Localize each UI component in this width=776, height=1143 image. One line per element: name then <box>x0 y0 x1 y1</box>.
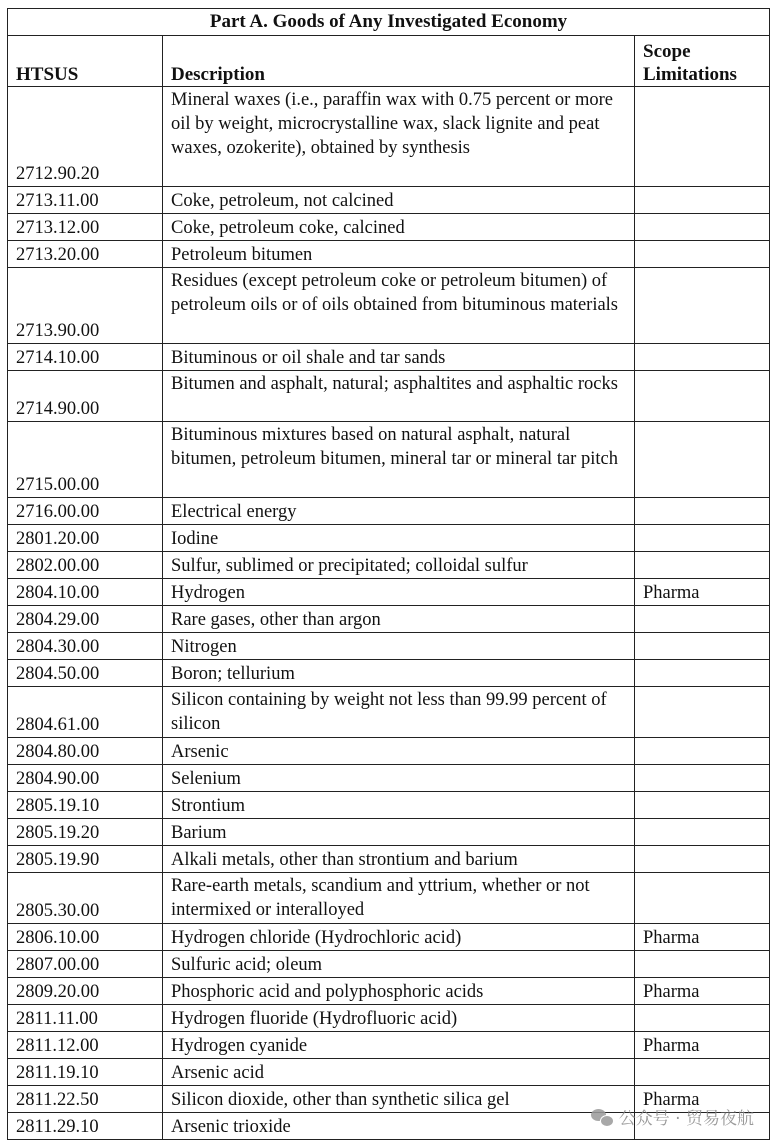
description-cell: Coke, petroleum coke, calcined <box>163 214 635 241</box>
scope-limitations-cell <box>635 422 770 498</box>
scope-limitations-cell <box>635 738 770 765</box>
scope-limitations-cell <box>635 268 770 344</box>
table-row <box>8 422 770 498</box>
scope-limitations-cell: Pharma <box>635 924 770 951</box>
htsus-code-cell: 2713.11.00 <box>8 187 163 214</box>
table-row <box>8 241 770 268</box>
table-row <box>8 268 770 344</box>
table-row <box>8 819 770 846</box>
scope-limitations-cell <box>635 792 770 819</box>
description-cell: Sulfuric acid; oleum <box>163 951 635 978</box>
description-cell: Bitumen and asphalt, natural; asphaltites and asphaltic rocks <box>163 371 635 422</box>
description-cell: Electrical energy <box>163 498 635 525</box>
description-cell: Bituminous mixtures based on natural asphalt, natural bitumen, petroleum bitumen, mineral tar or mineral tar pitch <box>163 422 635 498</box>
table-row <box>8 738 770 765</box>
scope-limitations-cell <box>635 241 770 268</box>
htsus-code-cell: 2712.90.20 <box>8 87 163 187</box>
description-cell: Hydrogen cyanide <box>163 1032 635 1059</box>
htsus-code-cell: 2804.30.00 <box>8 633 163 660</box>
table-row <box>8 1005 770 1032</box>
scope-limitations-cell <box>635 525 770 552</box>
table-row <box>8 1059 770 1086</box>
table-row <box>8 579 770 606</box>
table-row <box>8 924 770 951</box>
table-row <box>8 371 770 422</box>
description-cell: Coke, petroleum, not calcined <box>163 187 635 214</box>
description-cell: Nitrogen <box>163 633 635 660</box>
htsus-code-cell: 2714.10.00 <box>8 344 163 371</box>
htsus-code-cell: 2807.00.00 <box>8 951 163 978</box>
htsus-code-cell: 2805.19.10 <box>8 792 163 819</box>
table-row <box>8 525 770 552</box>
scope-limitations-cell <box>635 87 770 187</box>
description-cell: Barium <box>163 819 635 846</box>
htsus-code-cell: 2806.10.00 <box>8 924 163 951</box>
table-row <box>8 606 770 633</box>
htsus-code-cell: 2713.12.00 <box>8 214 163 241</box>
scope-limitations-cell <box>635 1005 770 1032</box>
table-row <box>8 1032 770 1059</box>
description-cell: Boron; tellurium <box>163 660 635 687</box>
scope-limitations-cell <box>635 687 770 738</box>
table-row <box>8 633 770 660</box>
scope-limitations-cell <box>635 633 770 660</box>
description-cell: Arsenic acid <box>163 1059 635 1086</box>
watermark <box>591 1104 754 1129</box>
htsus-code-cell: 2804.50.00 <box>8 660 163 687</box>
table-row <box>8 498 770 525</box>
description-cell: Hydrogen <box>163 579 635 606</box>
htsus-code-cell: 2809.20.00 <box>8 978 163 1005</box>
table-body <box>8 87 770 1140</box>
htsus-code-cell: 2716.00.00 <box>8 498 163 525</box>
header-scope-limitations: Scope Limitations <box>635 36 770 87</box>
table-row <box>8 214 770 241</box>
scope-limitations-cell <box>635 552 770 579</box>
table-row <box>8 187 770 214</box>
htsus-code-cell: 2811.22.50 <box>8 1086 163 1113</box>
scope-limitations-cell: Pharma <box>635 1086 770 1113</box>
scope-limitations-cell <box>635 846 770 873</box>
htsus-code-cell: 2713.90.00 <box>8 268 163 344</box>
scope-limitations-cell <box>635 371 770 422</box>
description-cell: Silicon dioxide, other than synthetic silica gel <box>163 1086 635 1113</box>
description-cell: Rare gases, other than argon <box>163 606 635 633</box>
htsus-code-cell: 2714.90.00 <box>8 371 163 422</box>
watermark-text: 公众号 · 贸易夜航 <box>618 1109 754 1129</box>
htsus-code-cell: 2804.10.00 <box>8 579 163 606</box>
table-row <box>8 951 770 978</box>
scope-limitations-cell <box>635 660 770 687</box>
scope-limitations-cell <box>635 873 770 924</box>
scope-limitations-cell <box>635 951 770 978</box>
table-row <box>8 660 770 687</box>
description-cell: Strontium <box>163 792 635 819</box>
htsus-code-cell: 2811.19.10 <box>8 1059 163 1086</box>
header-description: Description <box>163 36 635 87</box>
description-cell: Hydrogen chloride (Hydrochloric acid) <box>163 924 635 951</box>
htsus-code-cell: 2811.12.00 <box>8 1032 163 1059</box>
description-cell: Bituminous or oil shale and tar sands <box>163 344 635 371</box>
description-cell: Phosphoric acid and polyphosphoric acids <box>163 978 635 1005</box>
scope-limitations-cell <box>635 819 770 846</box>
description-cell: Residues (except petroleum coke or petroleum bitumen) of petroleum oils or of oils obtained from bituminous materials <box>163 268 635 344</box>
htsus-code-cell: 2715.00.00 <box>8 422 163 498</box>
scope-limitations-cell <box>635 498 770 525</box>
table-title: Part A. Goods of Any Investigated Economy <box>8 9 770 36</box>
table-row <box>8 873 770 924</box>
table-row <box>8 552 770 579</box>
htsus-code-cell: 2802.00.00 <box>8 552 163 579</box>
scope-limitations-cell: Pharma <box>635 579 770 606</box>
table-row <box>8 687 770 738</box>
description-cell: Sulfur, sublimed or precipitated; colloidal sulfur <box>163 552 635 579</box>
htsus-code-cell: 2805.19.90 <box>8 846 163 873</box>
htsus-table <box>7 8 770 1140</box>
description-cell: Iodine <box>163 525 635 552</box>
description-cell: Silicon containing by weight not less than 99.99 percent of silicon <box>163 687 635 738</box>
scope-limitations-cell <box>635 344 770 371</box>
htsus-code-cell: 2811.29.10 <box>8 1113 163 1140</box>
htsus-code-cell: 2804.29.00 <box>8 606 163 633</box>
htsus-code-cell: 2805.19.20 <box>8 819 163 846</box>
htsus-code-cell: 2804.61.00 <box>8 687 163 738</box>
table-row <box>8 87 770 187</box>
table-row <box>8 765 770 792</box>
scope-limitations-cell: Pharma <box>635 978 770 1005</box>
scope-limitations-cell <box>635 214 770 241</box>
table-row <box>8 792 770 819</box>
header-htsus: HTSUS <box>8 36 163 87</box>
htsus-code-cell: 2811.11.00 <box>8 1005 163 1032</box>
scope-limitations-cell: Pharma <box>635 1032 770 1059</box>
description-cell: Mineral waxes (i.e., paraffin wax with 0.75 percent or more oil by weight, microcrystalline wax, slack lignite and peat waxes, ozokerite), obtained by synthesis <box>163 87 635 187</box>
description-cell: Hydrogen fluoride (Hydrofluoric acid) <box>163 1005 635 1032</box>
description-cell: Rare-earth metals, scandium and yttrium, whether or not intermixed or interalloyed <box>163 873 635 924</box>
scope-limitations-cell <box>635 187 770 214</box>
htsus-code-cell: 2804.90.00 <box>8 765 163 792</box>
htsus-code-cell: 2801.20.00 <box>8 525 163 552</box>
wechat-icon <box>591 1108 613 1126</box>
scope-limitations-cell <box>635 606 770 633</box>
table-row <box>8 344 770 371</box>
description-cell: Arsenic trioxide <box>163 1113 635 1140</box>
scope-limitations-cell <box>635 765 770 792</box>
table-row <box>8 978 770 1005</box>
table-row <box>8 846 770 873</box>
description-cell: Petroleum bitumen <box>163 241 635 268</box>
description-cell: Alkali metals, other than strontium and barium <box>163 846 635 873</box>
scope-limitations-cell <box>635 1059 770 1086</box>
htsus-code-cell: 2805.30.00 <box>8 873 163 924</box>
htsus-code-cell: 2713.20.00 <box>8 241 163 268</box>
htsus-code-cell: 2804.80.00 <box>8 738 163 765</box>
description-cell: Arsenic <box>163 738 635 765</box>
description-cell: Selenium <box>163 765 635 792</box>
